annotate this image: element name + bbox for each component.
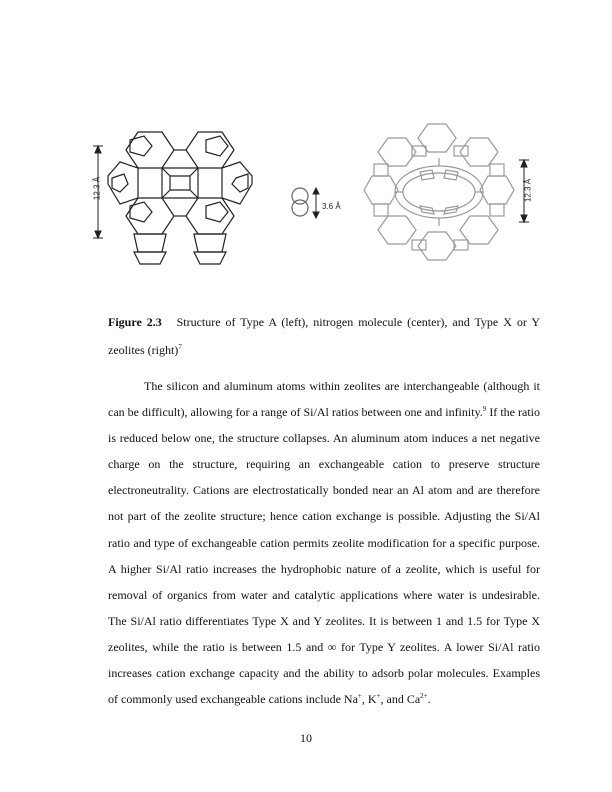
type-a-dimension-label: 12.3 Å	[92, 176, 102, 201]
page-number: 10	[300, 731, 312, 745]
nitrogen-dimension-label: 3.6 Å	[322, 202, 341, 211]
figure-caption	[108, 308, 540, 364]
body-ca: , and Ca	[380, 692, 421, 707]
caption-text: Structure of Type A (left), nitrogen molecule (center), and Type X or Y zeolites (right)	[108, 315, 540, 357]
body-k: , K	[361, 692, 377, 707]
body-end: .	[427, 692, 431, 707]
k-charge: +	[376, 692, 381, 701]
caption-reference: 7	[178, 343, 182, 351]
type-a-zeolite-structure	[100, 122, 270, 272]
na-charge: +	[357, 692, 362, 701]
body-sentence-1: The silicon and aluminum atoms within zeolites are interchangeable (although it can be difficult), allowing for a range of Si/Al ratios between one and infinity.	[108, 379, 540, 420]
type-xy-dimension-label: 12.3 Å	[523, 178, 533, 203]
body-paragraph	[108, 373, 540, 712]
caption-label: Figure 2.3	[108, 315, 162, 329]
figure-2-3	[92, 122, 540, 272]
type-xy-zeolite-structure	[362, 120, 532, 270]
ca-charge: 2+	[420, 692, 428, 701]
body-sentences-rest: If the ratio is reduced below one, the structure collapses. An aluminum atom induces a net negative charge on the structure, requiring an exchangeable cation to preserve structure electroneutrality. Cations are electrostatically bonded near an Al atom and are therefore not part of the zeolite structure; hence cation exchange is possible. Adjusting the Si/Al ratio and type of exchangeable cation permits zeolite modification for a specific purpose. A higher Si/Al ratio increases the hydrophobic nature of a zeolite, which is useful for removal of organics from water and catalytic applications where water is undesirable. The Si/Al ratio differentiates Type X and Y zeolites. It is between 1 and 1.5 for Type X zeolites, while the ratio is between 1.5 and ∞ for Type Y zeolites. A lower Si/Al ratio increases cation exchange capacity and the ability to adsorb polar molecules. Examples of commonly used exchangeable cations include Na	[108, 405, 540, 707]
reference-9: 9	[482, 405, 487, 414]
